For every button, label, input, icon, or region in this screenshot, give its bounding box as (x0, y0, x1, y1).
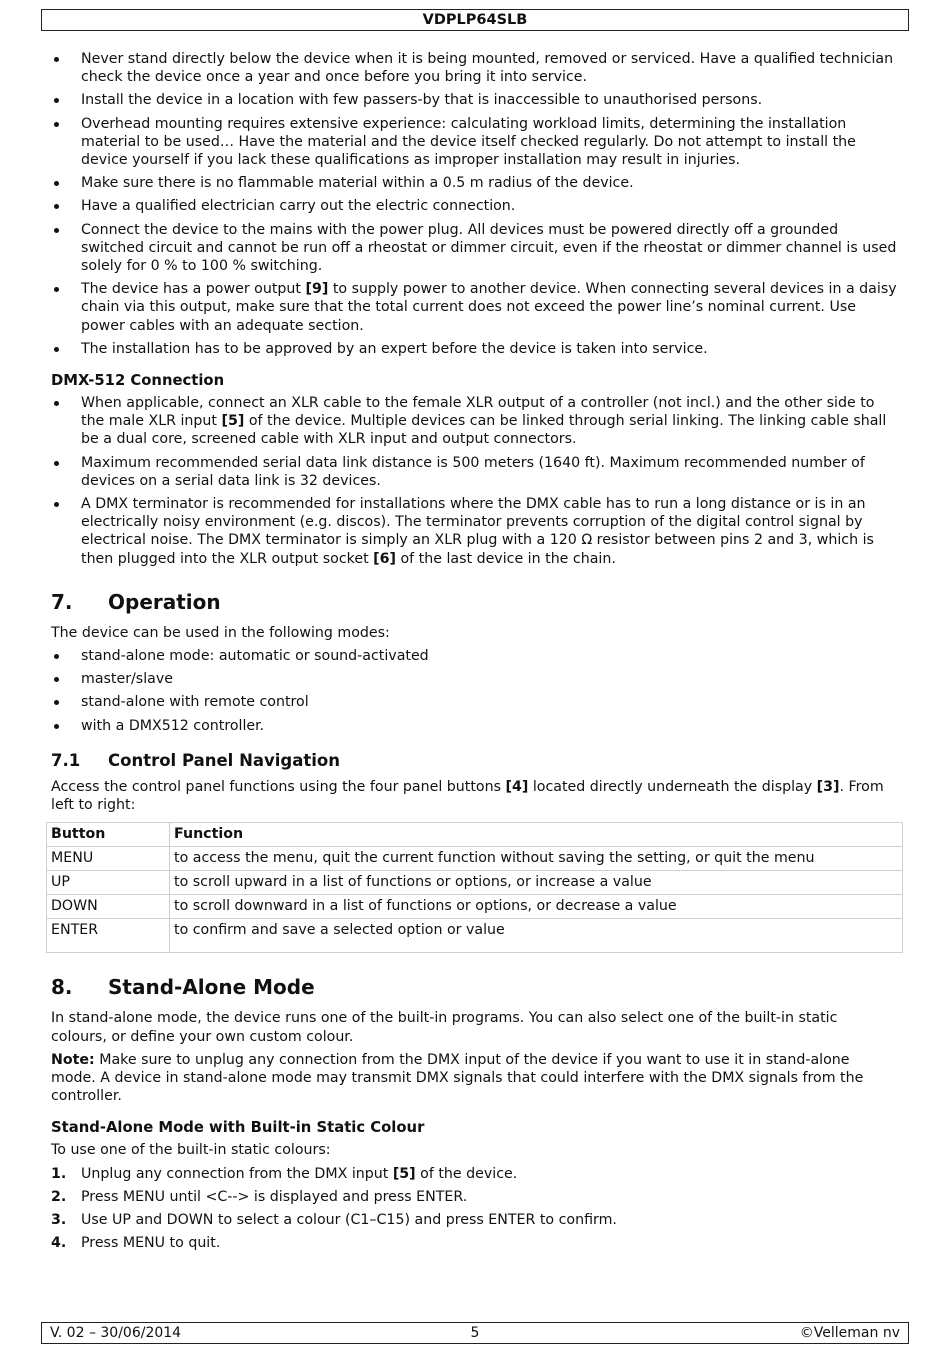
list-item: 1. Unplug any connection from the DMX input [5] of the device. (51, 1165, 518, 1182)
list-item: 4. Press MENU to quit. (51, 1235, 221, 1252)
list-item: When applicable, connect an XLR cable to the female XLR output of a controller (not incl.) and the other side to the male XLR input [5] of the device. Multiple devices can be linked through serial linking. The linking cable shall be a dual core, screened cable with XLR input and output connectors. (51, 394, 897, 449)
footer-copyright: ©Velleman nv (799, 1325, 900, 1341)
list-item: The installation has to be approved by an expert before the device is taken into service. (51, 340, 897, 358)
button-cell: DOWN (47, 895, 170, 919)
standalone-heading (51, 975, 897, 999)
section-title: Stand-Alone Mode (108, 975, 315, 1000)
column-header-function: Function (170, 823, 903, 847)
operation-intro: The device can be used in the following modes: (51, 624, 390, 641)
list-item: Never stand directly below the device when it is being mounted, removed or serviced. Have a qualified technician check the device once a year and once before you bring it into service. (51, 50, 897, 86)
list-item: Connect the device to the mains with the power plug. All devices must be powered directly off a grounded switched circuit and cannot be run off a rheostat or dimmer circuit, even if the rheostat or dimmer channel is used solely for 0 % to 100 % switching. (51, 221, 897, 276)
list-item: master/slave (51, 670, 897, 688)
list-item: A DMX terminator is recommended for installations where the DMX cable has to run a long distance or is in an electrically noisy environment (e.g. discos). The terminator prevents corruption of the digital control signal by electrical noise. The DMX terminator is simply an XLR plug with a 120 Ω resistor between pins 2 and 3, which is then plugged into the XLR output socket [6] of the last device in the chain. (51, 495, 897, 568)
static-colour-steps (51, 1165, 897, 1253)
page-footer (41, 1322, 909, 1344)
page-header (41, 9, 909, 31)
modes-list (51, 647, 897, 735)
control-panel-intro: Access the control panel functions using the four panel buttons [4] located directly underneath the display [3]. From left to right: (51, 778, 884, 814)
list-item: Maximum recommended serial data link distance is 500 meters (1640 ft). Maximum recommended number of devices on a serial data link is 32 devices. (51, 454, 897, 490)
dmx-heading: DMX-512 Connection (51, 372, 225, 390)
table-row (47, 847, 903, 871)
operation-heading (51, 590, 897, 614)
list-item: Install the device in a location with few passers-by that is inaccessible to unauthorised persons. (51, 91, 897, 109)
list-item: Overhead mounting requires extensive experience: calculating workload limits, determining the installation material to be used… Have the material and the device itself checked regularly. Do not attempt to install the device yourself if you lack these qualifications as improper installation may result in injuries. (51, 115, 897, 170)
list-item: stand-alone mode: automatic or sound-activated (51, 647, 897, 665)
list-item: Make sure there is no flammable material within a 0.5 m radius of the device. (51, 174, 897, 192)
standalone-note: Note: Make sure to unplug any connection from the DMX input of the device if you want to use it in stand-alone mode. A device in stand-alone mode may transmit DMX signals that could interfere with the DMX signals from the controller. (51, 1051, 864, 1105)
button-cell: MENU (47, 847, 170, 871)
list-item: 3. Use UP and DOWN to select a colour (C1–C15) and press ENTER to confirm. (51, 1211, 617, 1228)
section-title: Control Panel Navigation (108, 750, 340, 770)
list-item: stand-alone with remote control (51, 693, 897, 711)
static-colour-heading: Stand-Alone Mode with Built-in Static Colour (51, 1119, 425, 1137)
section-title: Operation (108, 589, 221, 614)
section-number: 8. (51, 975, 73, 1000)
button-function-table (46, 822, 903, 953)
function-cell: to access the menu, quit the current function without saving the setting, or quit the menu (170, 847, 903, 871)
standalone-intro: In stand-alone mode, the device runs one of the built-in programs. You can also select one of the built-in static colours, or define your own custom colour. (51, 1010, 838, 1045)
section-number: 7. (51, 589, 73, 614)
dmx-list (51, 394, 897, 568)
function-cell: to scroll upward in a list of functions or options, or increase a value (170, 871, 903, 895)
installation-list (51, 50, 897, 358)
table-row (47, 895, 903, 919)
footer-page-number: 5 (470, 1325, 480, 1341)
static-colour-intro: To use one of the built-in static colours: (51, 1142, 331, 1159)
function-cell: to scroll downward in a list of functions or options, or decrease a value (170, 895, 903, 919)
column-header-button: Button (47, 823, 170, 847)
list-item: 2. Press MENU until <C--> is displayed and press ENTER. (51, 1188, 468, 1205)
header-model: VDPLP64SLB (422, 12, 528, 28)
control-panel-heading (51, 751, 897, 770)
function-cell: to confirm and save a selected option or value (170, 919, 903, 953)
section-number: 7.1 (51, 750, 81, 770)
footer-version: V. 02 – 30/06/2014 (50, 1325, 182, 1341)
table-header-row (47, 823, 903, 847)
table-row (47, 919, 903, 953)
list-item: Have a qualified electrician carry out the electric connection. (51, 197, 897, 215)
table-row (47, 871, 903, 895)
button-cell: UP (47, 871, 170, 895)
list-item: The device has a power output [9] to supply power to another device. When connecting several devices in a daisy chain via this output, make sure that the total current does not exceed the power line’s nominal current. Use power cables with an adequate section. (51, 280, 897, 335)
list-item: with a DMX512 controller. (51, 717, 897, 735)
page-content (51, 50, 897, 1257)
button-cell: ENTER (47, 919, 170, 953)
